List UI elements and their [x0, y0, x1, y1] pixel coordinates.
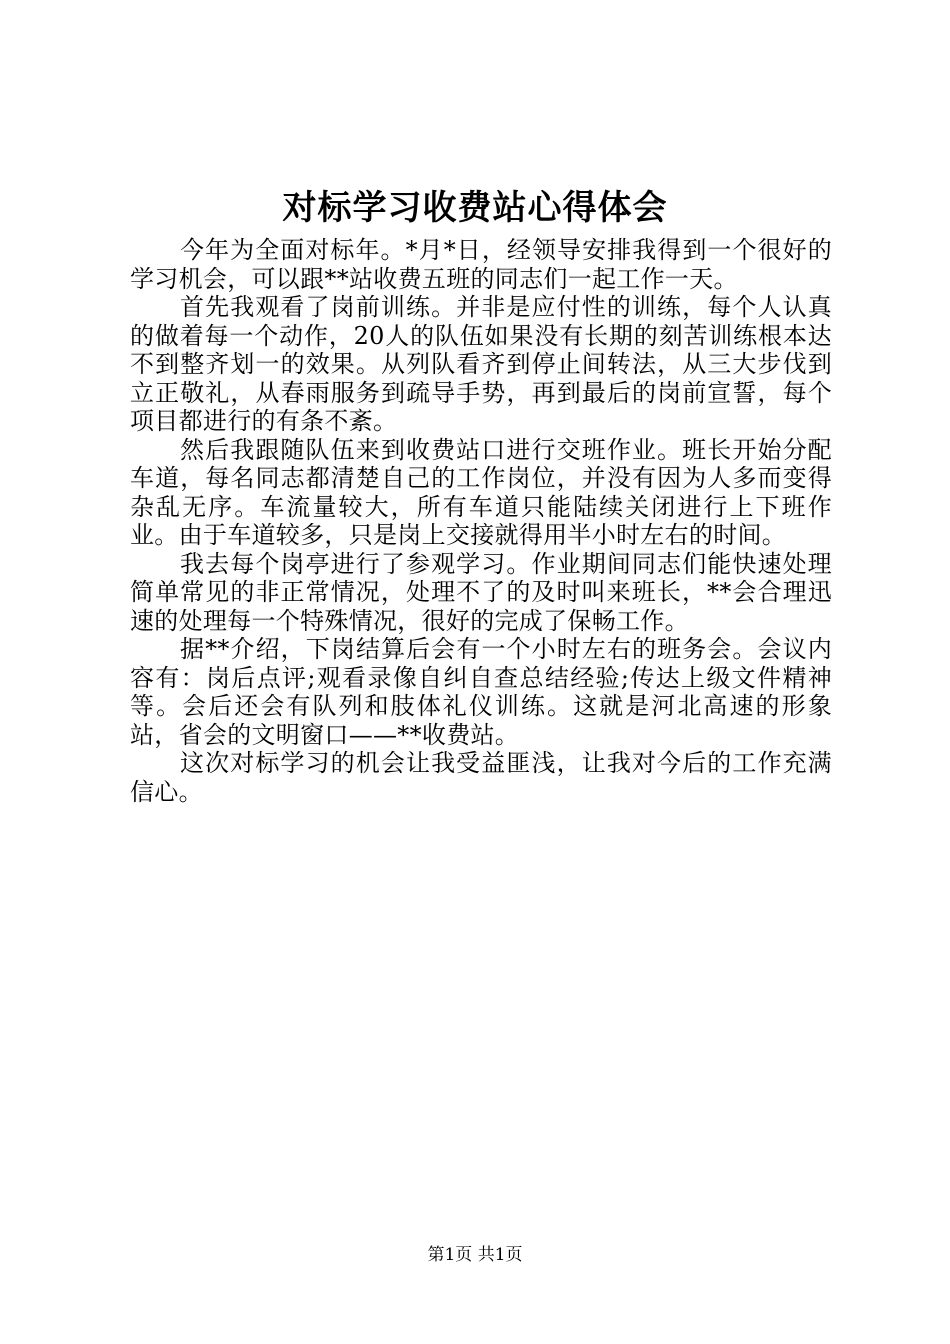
- paragraph-2: 首先我观看了岗前训练。并非是应付性的训练，每个人认真的做着每一个动作，20人的队伍如果没有长期的刻苦训练根本达不到整齐划一的效果。从列队看齐到停止间转法，从三大步伐到立正敬礼，从春雨服务到疏导手势，再到最后的岗前宣誓，每个项目都进行的有条不紊。: [130, 293, 832, 435]
- document-title: 对标学习收费站心得体会: [282, 188, 668, 228]
- paragraph-4: 我去每个岗亭进行了参观学习。作业期间同志们能快速处理简单常见的非正常情况，处理不了的及时叫来班长，**会合理迅速的处理每一个特殊情况，很好的完成了保畅工作。: [130, 549, 832, 635]
- paragraph-6: 这次对标学习的机会让我受益匪浅，让我对今后的工作充满信心。: [130, 749, 832, 806]
- paragraph-1: 今年为全面对标年。*月*日，经领导安排我得到一个很好的学习机会，可以跟**站收费五班的同志们一起工作一天。: [130, 236, 832, 293]
- paragraph-5: 据**介绍，下岗结算后会有一个小时左右的班务会。会议内容有：岗后点评;观看录像自纠自查总结经验;传达上级文件精神等。会后还会有队列和肢体礼仪训练。这就是河北高速的形象站，省会的文明窗口——**收费站。: [130, 635, 832, 749]
- document-body: [130, 236, 832, 806]
- page-footer: 第1页 共1页: [427, 1245, 523, 1265]
- paragraph-3: 然后我跟随队伍来到收费站口进行交班作业。班长开始分配车道，每名同志都清楚自己的工作岗位，并没有因为人多而变得杂乱无序。车流量较大，所有车道只能陆续关闭进行上下班作业。由于车道较多，只是岗上交接就得用半小时左右的时间。: [130, 435, 832, 549]
